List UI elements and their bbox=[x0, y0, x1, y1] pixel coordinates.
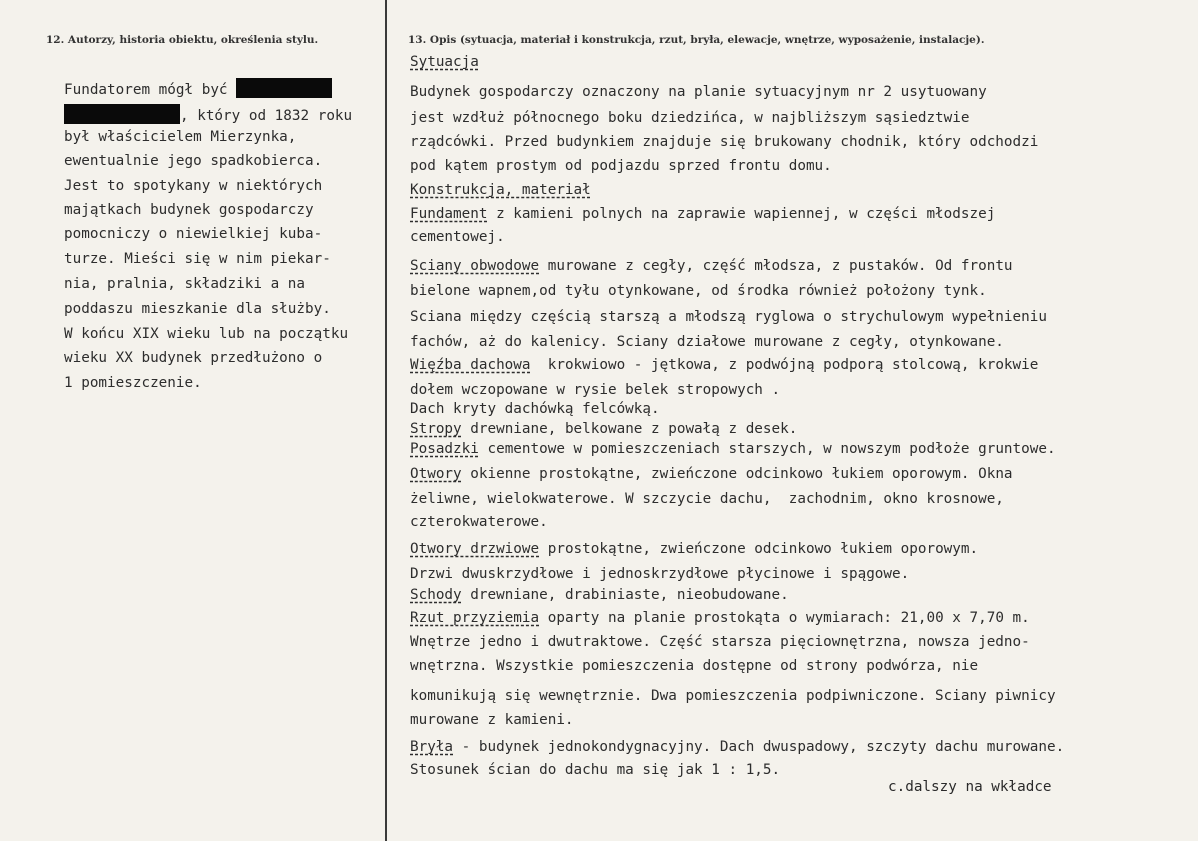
text-line: Więźba dachowa krokwiowo - jętkowa, z podwójną podporą stolcową, krokwie bbox=[410, 357, 1039, 373]
left-line: Fundatorem mógł być bbox=[64, 78, 332, 98]
text-line: Otwory okienne prostokątne, zwieńczone odcinkowo łukiem oporowym. Okna bbox=[410, 466, 1013, 482]
text-line: Sciany obwodowe murowane z cegły, część młodsza, z pustaków. Od frontu bbox=[410, 258, 1013, 274]
section-12-header: 12. Autorzy, historia obiektu, określenia stylu. bbox=[46, 34, 319, 46]
text-line: murowane z kamieni. bbox=[410, 712, 574, 728]
left-line: Jest to spotykany w niektórych bbox=[64, 178, 323, 194]
text-line: Rzut przyziemia oparty na planie prostokąta o wymiarach: 21,00 x 7,70 m. bbox=[410, 610, 1030, 626]
left-line: pomocniczy o niewielkiej kuba- bbox=[64, 226, 323, 242]
text-line: fachów, aż do kalenicy. Sciany działowe murowane z cegły, otynkowane. bbox=[410, 334, 1004, 350]
left-line: ewentualnie jego spadkobierca. bbox=[64, 153, 323, 169]
text-line: komunikują się wewnętrznie. Dwa pomieszczenia podpiwniczone. Sciany piwnicy bbox=[410, 688, 1056, 704]
redacted-block bbox=[236, 78, 332, 98]
left-line: turze. Mieści się w nim piekar- bbox=[64, 251, 331, 267]
column-divider bbox=[385, 0, 387, 841]
left-line: , który od 1832 roku bbox=[64, 104, 352, 124]
left-line: W końcu XIX wieku lub na początku bbox=[64, 326, 349, 342]
text-line: żeliwne, wielokwaterowe. W szczycie dachu, zachodnim, okno krosnowe, bbox=[410, 491, 1004, 507]
text-line: Schody drewniane, drabiniaste, nieobudowane. bbox=[410, 587, 789, 603]
text-line: Stropy drewniane, belkowane z powałą z desek. bbox=[410, 421, 798, 437]
konstrukcja-heading: Konstrukcja, materiał bbox=[410, 182, 591, 198]
text-line: rządcówki. Przed budynkiem znajduje się brukowany chodnik, który odchodzi bbox=[410, 134, 1039, 150]
left-line: 1 pomieszczenie. bbox=[64, 375, 202, 391]
text-line: Budynek gospodarczy oznaczony na planie sytuacyjnym nr 2 usytuowany bbox=[410, 84, 987, 100]
text-line: czterokwaterowe. bbox=[410, 514, 548, 530]
text-line: wnętrzna. Wszystkie pomieszczenia dostępne od strony podwórza, nie bbox=[410, 658, 979, 674]
text-line: dołem wczopowane w rysie belek stropowych . bbox=[410, 382, 781, 398]
left-line: wieku XX budynek przedłużono o bbox=[64, 350, 323, 366]
text-line: Sciana między częścią starszą a młodszą ryglowa o strychulowym wypełnieniu bbox=[410, 309, 1047, 325]
text-line: Fundament z kamieni polnych na zaprawie wapiennej, w części młodszej bbox=[410, 206, 996, 222]
text-line: Drzwi dwuskrzydłowe i jednoskrzydłowe płycinowe i spągowe. bbox=[410, 566, 910, 582]
text-line: bielone wapnem,od tyłu otynkowane, od środka również położony tynk. bbox=[410, 283, 987, 299]
redacted-block bbox=[64, 104, 180, 124]
left-line: był właścicielem Mierzynka, bbox=[64, 129, 297, 145]
text-line: Otwory drzwiowe prostokątne, zwieńczone odcinkowo łukiem oporowym. bbox=[410, 541, 979, 557]
text-line: Dach kryty dachówką felcówką. bbox=[410, 401, 660, 417]
left-line: nia, pralnia, składziki a na bbox=[64, 276, 306, 292]
text-line: cementowej. bbox=[410, 229, 505, 245]
text-line: Stosunek ścian do dachu ma się jak 1 : 1,5. bbox=[410, 762, 781, 778]
text-line: pod kątem prostym od podjazdu sprzed frontu domu. bbox=[410, 158, 832, 174]
text-line: Wnętrze jedno i dwutraktowe. Część starsza pięciownętrzna, nowsza jedno- bbox=[410, 634, 1030, 650]
sytuacja-heading: Sytuacja bbox=[410, 54, 479, 70]
section-13-header: 13. Opis (sytuacja, materiał i konstrukcja, rzut, bryła, elewacje, wnętrze, wyposażenie, instalacje). bbox=[408, 34, 985, 46]
continuation-note: c.dalszy na wkładce bbox=[888, 779, 1052, 795]
text-line: Bryła - budynek jednokondygnacyjny. Dach dwuspadowy, szczyty dachu murowane. bbox=[410, 739, 1065, 755]
text-line: Posadzki cementowe w pomieszczeniach starszych, w nowszym podłoże gruntowe. bbox=[410, 441, 1056, 457]
text-line: jest wzdłuż północnego boku dziedzińca, w najbliższym sąsiedztwie bbox=[410, 110, 970, 126]
left-line: poddaszu mieszkanie dla służby. bbox=[64, 301, 331, 317]
left-line: majątkach budynek gospodarczy bbox=[64, 202, 314, 218]
